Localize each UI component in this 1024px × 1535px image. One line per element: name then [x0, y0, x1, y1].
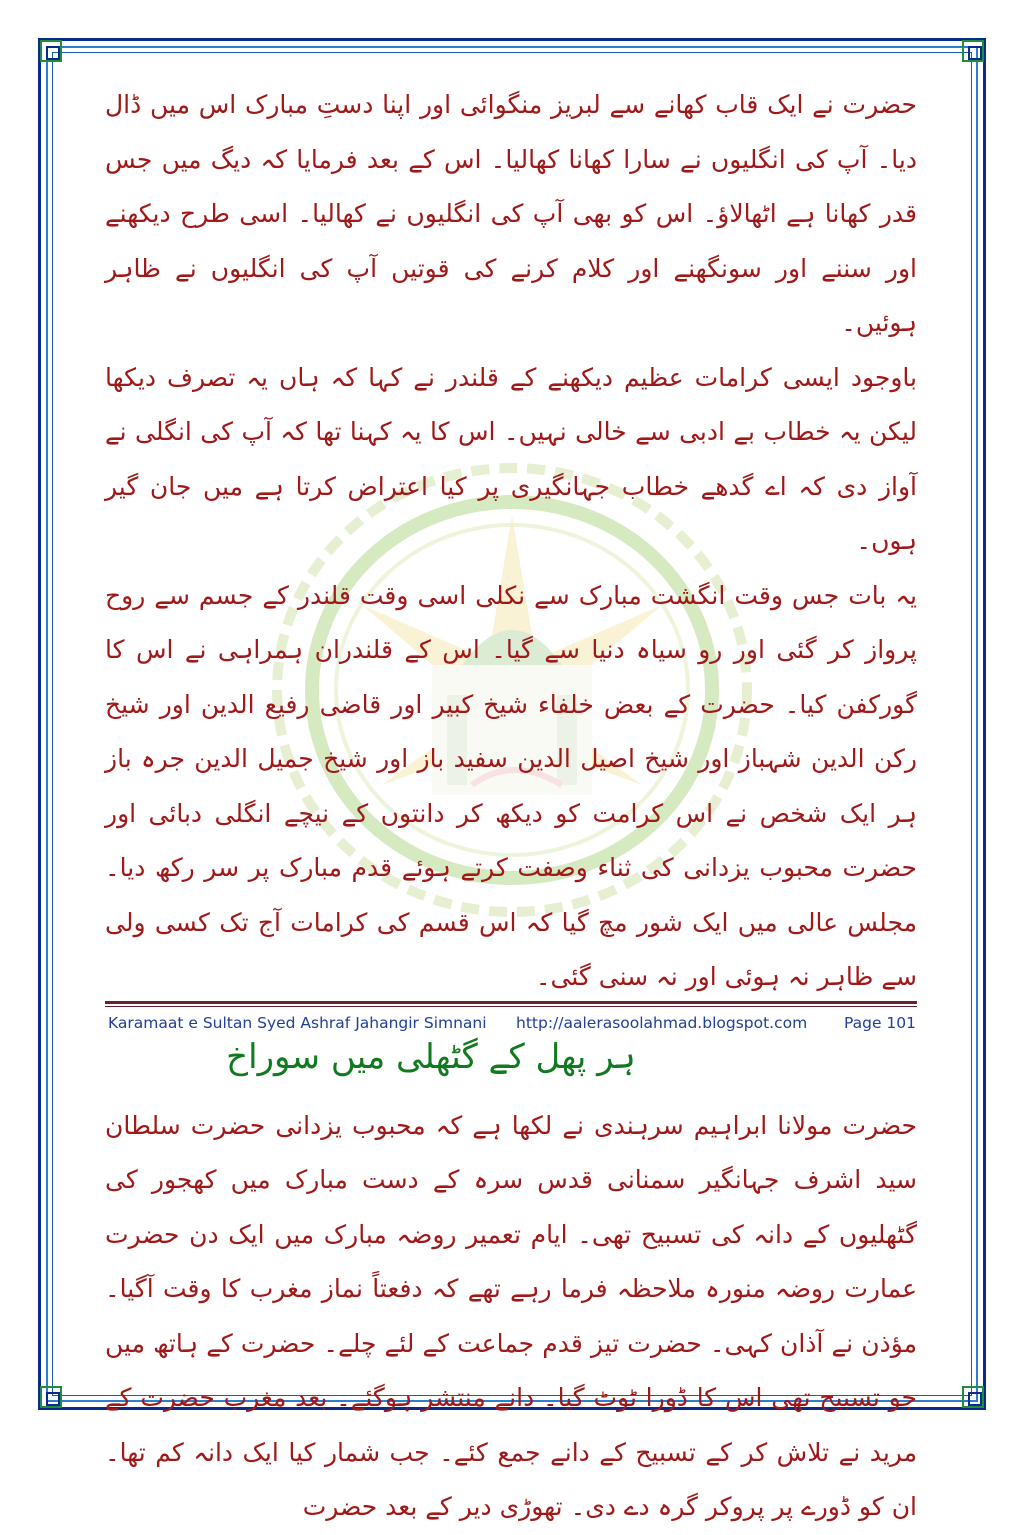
corner-ornament-bottom-left	[40, 1386, 62, 1408]
page-footer	[108, 1014, 916, 1040]
page-body	[105, 78, 917, 1535]
footer-url-link[interactable]: http://aalerasoolahmad.blogspot.com	[516, 1014, 808, 1032]
corner-ornament-bottom-right	[962, 1386, 984, 1408]
footer-page-number: Page 101	[843, 1014, 916, 1032]
section-heading: ہر پھل کے گٹھلی میں سوراخ	[226, 1036, 636, 1077]
footer-book-title: Karamaat e Sultan Syed Ashraf Jahangir Simnani	[108, 1014, 487, 1032]
paragraph-1: حضرت نے ایک قاب کھانے سے لبریز منگوائی اور اپنا دستِ مبارک اس میں ڈال دیا۔ آپ کی انگلیوں نے سارا کھانا کھالیا۔ اس کے بعد فرمایا کہ دیگ میں جس قدر کھانا ہے اٹھالاؤ۔ اس کو بھی آپ کی انگلیوں نے کھالیا۔ اسی طرح دیکھنے اور سننے اور سونگھنے اور کلام کرنے کی قوتیں آپ کی انگلیوں نے ظاہر ہوئیں۔	[105, 90, 917, 337]
corner-ornament-top-left	[40, 40, 62, 62]
corner-ornament-top-right	[962, 40, 984, 62]
footer-rule	[105, 1001, 917, 1009]
paragraph-2: باوجود ایسی کرامات عظیم دیکھنے کے قلندر نے کہا کہ ہاں یہ تصرف دیکھا لیکن یہ خطاب بے ادبی سے خالی نہیں۔ اس کا یہ کہنا تھا کہ آپ کی انگلی نے آواز دی کہ اے گدھے خطاب جہانگیری پر کیا اعتراض کرتا ہے میں جان گیر ہوں۔	[105, 362, 917, 555]
paragraph-4: حضرت مولانا ابراہیم سرہندی نے لکھا ہے کہ محبوب یزدانی حضرت سلطان سید اشرف جہانگیر سمنانی قدس سرہ کے دست مبارک میں کھجور کی گٹھلیوں کے دانہ کی تسبیح تھی۔ ایام تعمیر روضہ مبارک میں ایک دن حضرت عمارت روضہ منورہ ملاحظہ فرما رہے تھے کہ دفعتاً نماز مغرب کا وقت آگیا۔ مؤذن نے آذان کہی۔ حضرت تیز قدم جماعت کے لئے چلے۔ حضرت کے ہاتھ میں جو تسبیح تھی اس کا ڈورا ٹوٹ گیا۔ دانے منتشر ہوگئے۔ بعد مغرب حضرت کے مرید نے تلاش کر کے تسبیح کے دانے جمع کئے۔ جب شمار کیا ایک دانہ کم تھا۔ ان کو ڈورے پر پروکر گرہ دے دی۔ تھوڑی دیر کے بعد حضرت	[105, 1110, 917, 1521]
paragraph-3: یہ بات جس وقت انگشت مبارک سے نکلی اسی وقت قلندر کے جسم سے روح پرواز کر گئی اور رو سیاہ دنیا سے گیا۔ اس کے قلندران ہمراہی نے اس کا گورکفن کیا۔ حضرت کے بعض خلفاء شیخ کبیر اور قاضی رفیع الدین اور شیخ رکن الدین شہباز اور شیخ اصیل الدین سفید باز اور شیخ جمیل الدین جرہ باز ہر ایک شخص نے اس کرامت کو دیکھ کر دانتوں کے نیچے انگلی دبائی اور حضرت محبوب یزدانی کی ثناء وصفت کرتے ہوئے قدم مبارک پر سر رکھ دیا۔ مجلس عالی میں ایک شور مچ گیا کہ اس قسم کی کرامات آج تک کسی ولی سے ظاہر نہ ہوئی اور نہ سنی گئی۔	[105, 580, 917, 991]
